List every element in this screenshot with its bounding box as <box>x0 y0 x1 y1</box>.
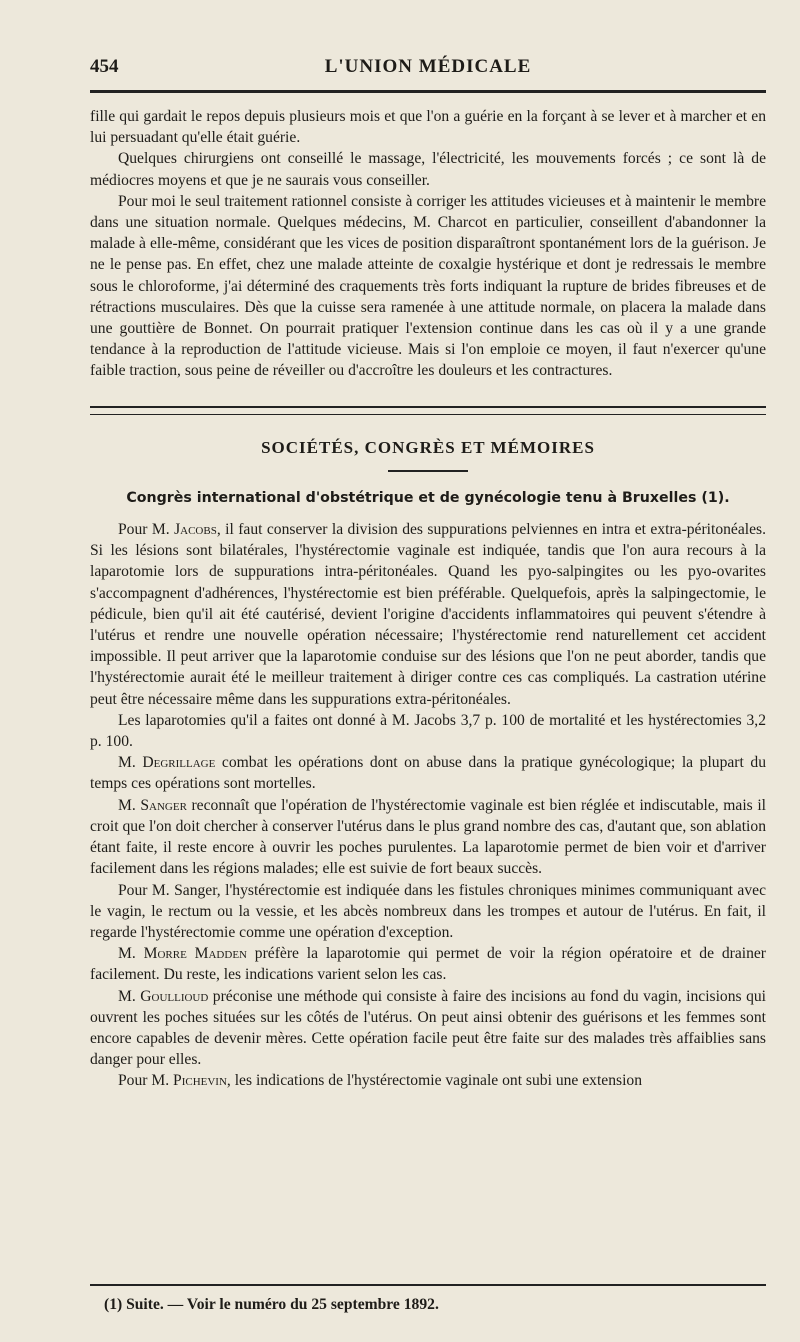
running-title: L'UNION MÉDICALE <box>324 56 532 77</box>
page-header <box>90 52 766 86</box>
author-name: Pichevin <box>173 1072 227 1090</box>
footnote-rule <box>90 1284 766 1286</box>
title-rule <box>388 470 468 472</box>
congress-subtitle: Congrès international d'obstétrique et de gynécologie tenu à Bruxelles (1). <box>126 489 730 506</box>
author-name: Jacobs <box>174 521 217 539</box>
article-body <box>90 106 766 1092</box>
paragraph-goullioud: M. Goullioud préconise une méthode qui consiste à faire des incisions au fond du vagin, incisions qui ouvrent les poches situées sur les côtés de l'utérus. On peut ainsi obtenir des guérisons et les femmes sont encore capables de devenir mères. Cette opération facile peut être faite sur des malades très affaiblies sans danger pour elles. <box>90 987 766 1069</box>
author-name: Goullioud <box>140 987 209 1005</box>
intro-paragraph-3: Pour moi le seul traitement rationnel consiste à corriger les attitudes vicieuses et à maintenir le membre dans une situation normale. Quelques médecins, M. Charcot en particulier, conseillent d'abandonner la malade à elle-même, considérant que les vices de position disparaîtront spontanément lors de la guérison. Je ne le pense pas. En effet, chez une malade atteinte de coxalgie hystérique et dont je redressais le membre sous le chloroforme, j'ai déterminé des craquements très forts indiquant la rupture de brides fibreuses et de rétractions musculaires. Dès que la cuisse sera ramenée à une attitude normale, on placera la malade dans une gouttière de Bonnet. On pourrait pratiquer l'extension continue dans les cas où il y a une grande tendance à la reproduction de l'attitude vicieuse. Mais si l'on emploie ce moyen, il faut n'exercer qu'une faible traction, sous peine de réveiller ou d'accroître les douleurs et les contractures. <box>90 192 766 380</box>
section-title: SOCIÉTÉS, CONGRÈS ET MÉMOIRES <box>261 437 595 457</box>
paragraph-jacobs: Pour M. Jacobs, il faut conserver la division des suppurations pelviennes en intra et extra-péritonéales. Si les lésions sont bilatérales, l'hystérectomie vaginale est indiquée, tandis que l'on aura recours à la laparotomie lors de suppurations intra-péritonéales. Quand les pyo-salpingites ou les pyo-ovarites s'accompagnent d'adhérences, l'hystérectomie est bien préférable. Quelquefois, après la salpingectomie, le pédicule, bien qu'il ait été cautérisé, devient l'origine d'accidents inflammatoires qui peuvent s'étendre à l'utérus et rendre une nouvelle opération nécessaire; l'hystérectomie rend naturellement cet accident impossible. Il peut arriver que la laparotomie conduise sur des lésions que l'on ne peut aborder, tandis que l'hystérectomie aurait été le meilleur traitement à diriger contre ces cas compliqués. La castration utérine peut être nécessaire même dans les suppurations extra-péritonéales. <box>90 521 766 708</box>
author-name: Morre Madden <box>143 945 247 963</box>
header-rule <box>90 90 766 93</box>
author-name: Degrillage <box>142 754 216 772</box>
paragraph-sanger-2: Pour M. Sanger, l'hystérectomie est indiquée dans les fistules chroniques minimes communiquant avec le vagin, le rectum ou la vessie, et les abcès nombreux dans les trompes et autour de l'utérus. En fait, il regarde l'hystérectomie comme une opération d'exception. <box>90 881 766 941</box>
paragraph-degrillage: M. Degrillage combat les opérations dont on abuse dans la pratique gynécologique; la plupart du temps ces opérations sont mortelles. <box>90 754 766 793</box>
section-divider <box>90 406 766 415</box>
intro-paragraph-2: Quelques chirurgiens ont conseillé le massage, l'électricité, les mouvements forcés ; ce sont là de médiocres moyens et que je ne saurais vous conseiller. <box>90 150 766 189</box>
paragraph-jacobs-stats: Les laparotomies qu'il a faites ont donné à M. Jacobs 3,7 p. 100 de mortalité et les hystérectomies 3,2 p. 100. <box>90 711 766 751</box>
paragraph-sanger: M. Sanger reconnaît que l'opération de l'hystérectomie vaginale est bien réglée et indiscutable, mais il croit que l'on doit chercher à conserver l'utérus dans le plus grand nombre des cas, d'autant que, son ablation étant faite, il reste encore à ouvrir les poches purulentes. La laparotomie permet de bien voir et d'arriver facilement dans les régions malades; elle est suivie de fort beaux succès. <box>90 796 766 878</box>
author-name: Sanger <box>140 796 187 814</box>
page-number: 454 <box>90 56 119 77</box>
footnote: (1) Suite. — Voir le numéro du 25 septembre 1892. <box>104 1296 439 1313</box>
paragraph-pichevin: Pour M. Pichevin, les indications de l'hystérectomie vaginale ont subi une extension <box>118 1072 642 1090</box>
paragraph-morre-madden: M. Morre Madden préfère la laparotomie qui permet de voir la région opératoire et de drainer facilement. Du reste, les indications varient selon les cas. <box>90 945 766 984</box>
intro-paragraph-1: fille qui gardait le repos depuis plusieurs mois et que l'on a guérie en la forçant à se lever et à marcher et en lui persuadant qu'elle était guérie. <box>90 108 766 147</box>
